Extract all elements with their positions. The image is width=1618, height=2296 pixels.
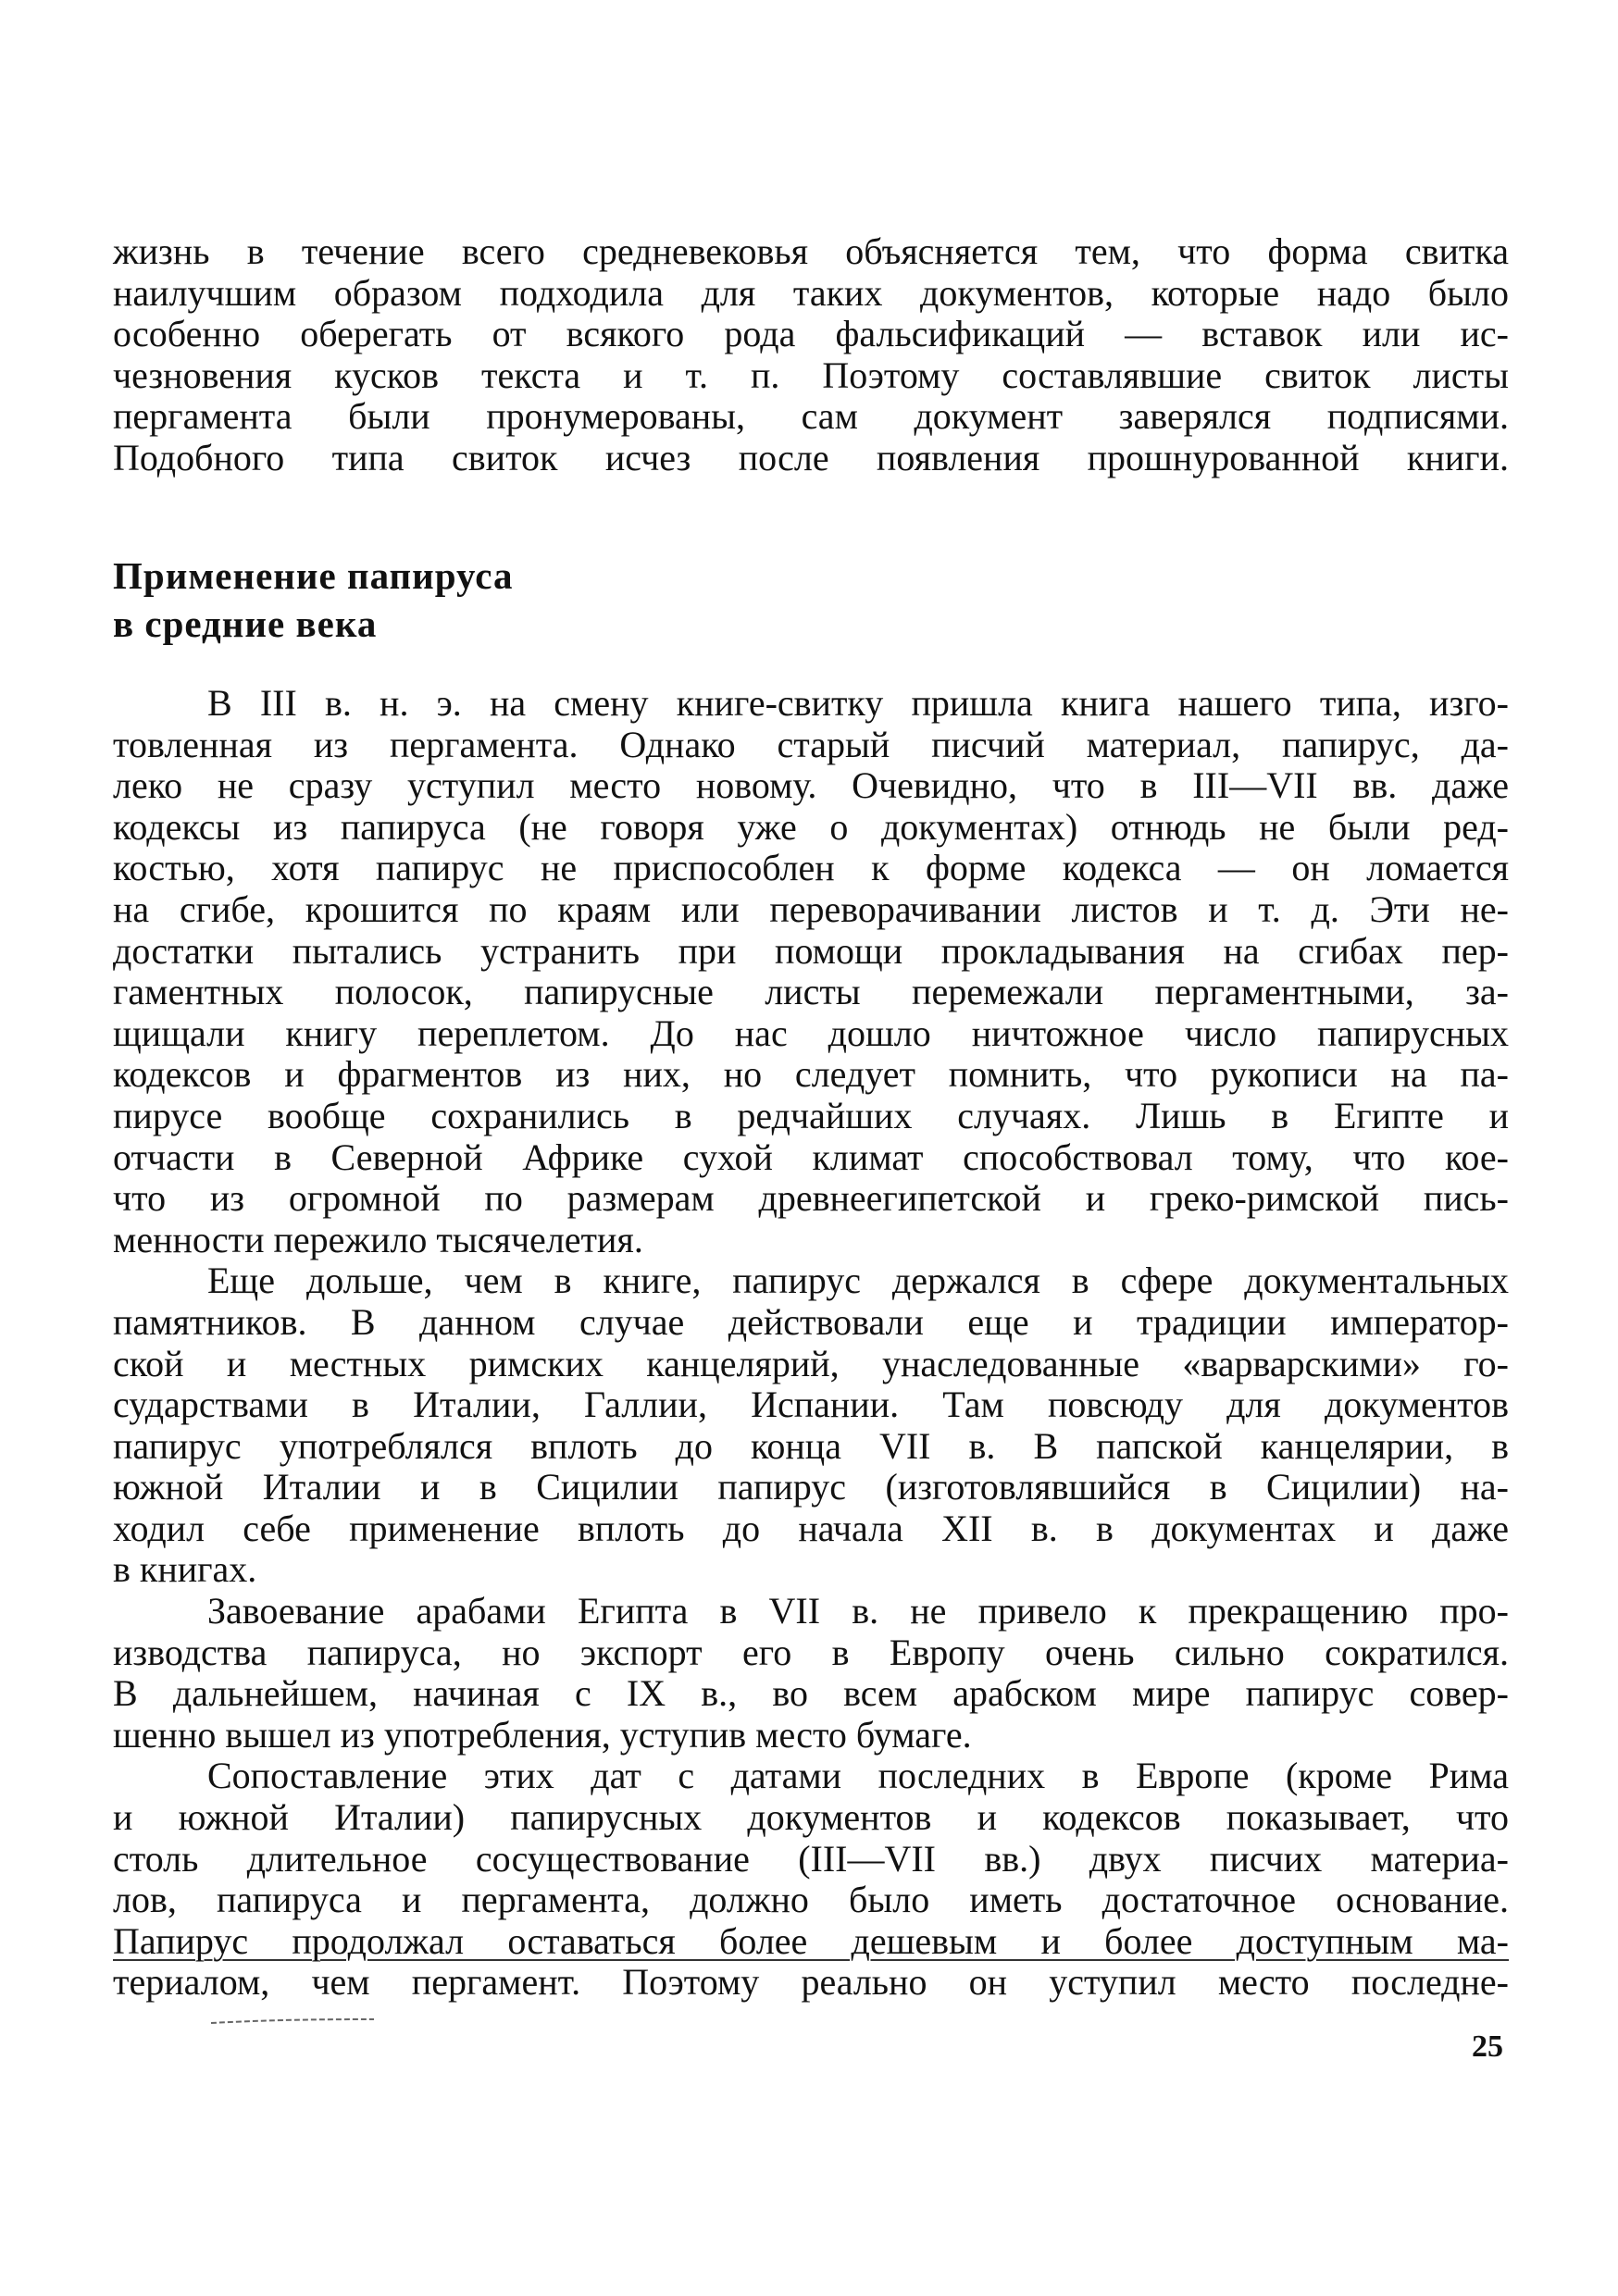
- text-line: столь длительное сосуществование (III—VII вв.) двух писчих материа-: [113, 1837, 1509, 1880]
- text-line: наилучшим образом подходила для таких документов, которые надо было: [113, 271, 1509, 314]
- text-line: лов, папируса и пергамента, должно было иметь достаточное основание.: [113, 1879, 1509, 1921]
- text-line: пергамента были пронумерованы, сам документ заверялся подписями.: [113, 395, 1509, 438]
- text-line: чезновения кусков текста и т. п. Поэтому составлявшие свиток листы: [113, 354, 1509, 396]
- text-line: и южной Италии) папирусных документов и кодексов показывает, что: [113, 1796, 1509, 1839]
- text-line: В дальнейшем, начиная с IX в., во всем арабском мире папирус совер-: [113, 1672, 1509, 1715]
- section-heading-line: Применение папируса: [113, 554, 514, 597]
- text-line: товленная из пергамента. Однако старый писчий материал, папирус, да-: [113, 723, 1509, 765]
- text-line: менности пережило тысячелетия.: [113, 1218, 643, 1260]
- text-line: что из огромной по размерам древнеегипетской и греко-римской пись-: [113, 1177, 1509, 1220]
- text-line: Сопоставление этих дат с датами последних в Европе (кроме Рима: [207, 1755, 1509, 1797]
- text-line: щищали книгу переплетом. До нас дошло ничтожное число папирусных: [113, 1011, 1509, 1054]
- text-line: Еще дольше, чем в книге, папирус держался в сфере документальных: [207, 1260, 1509, 1302]
- text-line: папирус употреблялся вплоть до конца VII в. В папской канцелярии, в: [113, 1424, 1509, 1467]
- text-line: особенно оберегать от всякого рода фальсификаций — вставок или ис-: [113, 313, 1509, 355]
- section-heading-line: в средние века: [113, 602, 378, 645]
- page-number: 25: [1472, 2029, 1503, 2064]
- text-line: гаментных полосок, папирусные листы перемежали пергаментными, за-: [113, 971, 1509, 1013]
- text-line: кодексы из папируса (не говоря уже о документах) отнюдь не были ред-: [113, 805, 1509, 848]
- text-line: южной Италии и в Сицилии папирус (изготовлявшийся в Сицилии) на-: [113, 1466, 1509, 1508]
- text-line: сударствами в Италии, Галлии, Испании. Там повсюду для документов: [113, 1384, 1509, 1426]
- text-line: териалом, чем пергамент. Поэтому реально он уступил место последне-: [113, 1961, 1509, 2004]
- section-heading: [113, 552, 513, 648]
- intro-paragraph: [113, 231, 1509, 479]
- text-line: В III в. н. э. на смену книге-свитку пришла книга нашего типа, изго-: [207, 682, 1509, 724]
- text-line: памятников. В данном случае действовали еще и традиции император-: [113, 1300, 1509, 1343]
- text-line: отчасти в Северной Африке сухой климат способствовал тому, что кое-: [113, 1136, 1509, 1178]
- text-line: ходил себе применение вплоть до начала XII в. в документах и даже: [113, 1507, 1509, 1549]
- text-line: Подобного типа свиток исчез после появления прошнурованной книги.: [113, 436, 1509, 478]
- text-line: леко не сразу уступил место новому. Очевидно, что в III—VII вв. даже: [113, 764, 1509, 807]
- pen-mark-decoration: [209, 2017, 376, 2025]
- text-line: Завоевание арабами Египта в VII в. не привело к прекращению про-: [207, 1590, 1509, 1632]
- text-line: ской и местных римских канцелярий, унаследованные «варварскими» го-: [113, 1342, 1509, 1384]
- section-body: [113, 683, 1509, 2004]
- text-line: пирусе вообще сохранились в редчайших случаях. Лишь в Египте и: [113, 1094, 1509, 1136]
- text-line: изводства папируса, но экспорт его в Европу очень сильно сократился.: [113, 1631, 1509, 1673]
- text-line: на сгибе, крошится по краям или переворачивании листов и т. д. Эти не-: [113, 887, 1509, 930]
- text-line: кодексов и фрагментов из них, но следует помнить, что рукописи на па-: [113, 1053, 1509, 1096]
- underlined-text-line: Папирус продолжал оставаться более дешевым и более доступным ма-: [113, 1919, 1509, 1962]
- text-line: в книгах.: [113, 1548, 257, 1591]
- text-line: шенно вышел из употребления, уступив место бумаге.: [113, 1713, 972, 1756]
- text-line: жизнь в течение всего средневековья объясняется тем, что форма свитка: [113, 230, 1509, 272]
- text-line: достатки пытались устранить при помощи прокладывания на сгибах пер-: [113, 929, 1509, 972]
- text-line: костью, хотя папирус не приспособлен к форме кодекса — он ломается: [113, 847, 1509, 889]
